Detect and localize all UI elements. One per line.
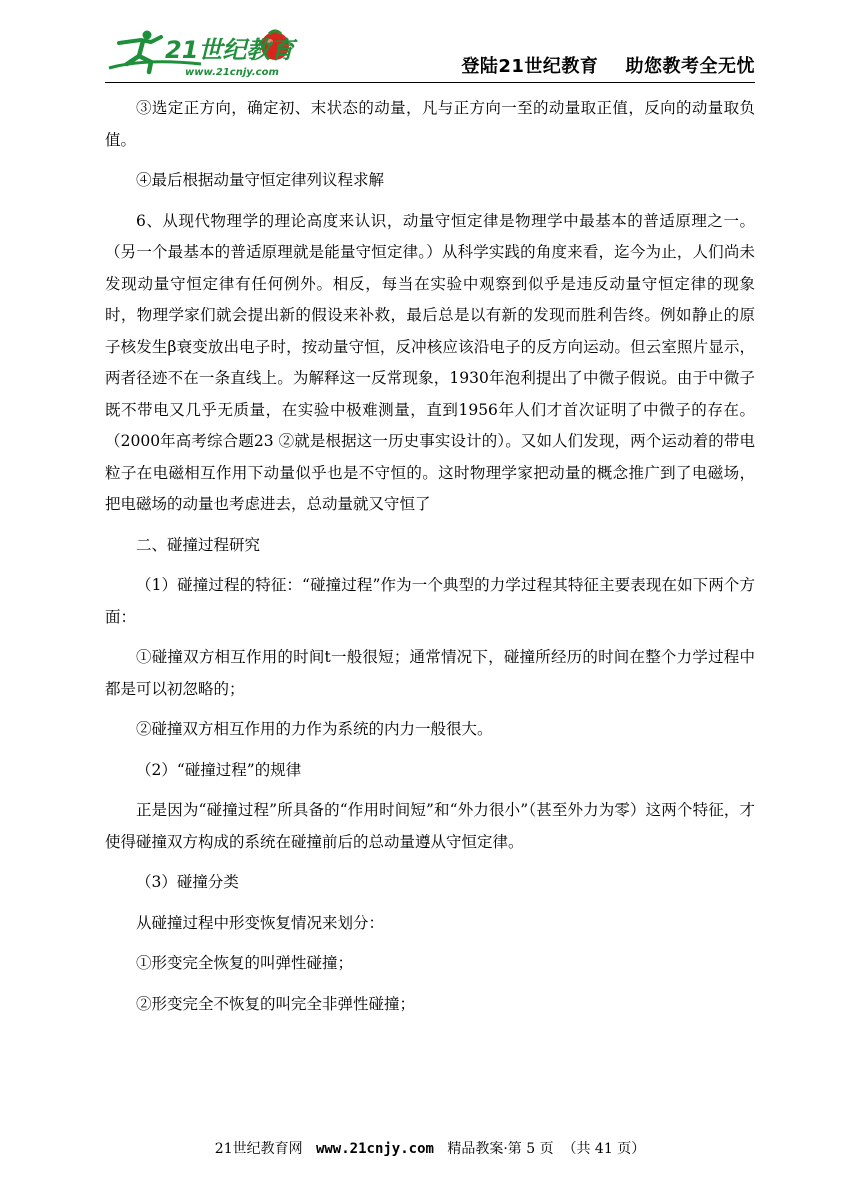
footer-page-info: 精品教案·第 5 页 （共 41 页） (433, 1141, 646, 1157)
logo-text: 21世纪教育 (165, 36, 295, 64)
paragraph: ③选定正方向，确定初、末状态的动量，凡与正方向一至的动量取正值，反向的动量取负值。 (105, 99, 755, 149)
paragraph: ①形变完全恢复的叫弹性碰撞； (136, 954, 354, 972)
document-body (105, 93, 755, 1020)
paragraph: ④最后根据动量守恒定律列议程求解 (136, 171, 385, 189)
paragraph: ②碰撞双方相互作用的力作为系统的内力一般很大。 (136, 720, 493, 738)
paragraph: ②形变完全不恢复的叫完全非弹性碰撞； (136, 994, 416, 1013)
page-header (105, 28, 755, 82)
paragraph: 正是因为“碰撞过程”所具备的“作用时间短”和“外力很小”（甚至外力为零）这两个特征，才使得碰撞双方构成的系统在碰撞前后的总动量遵从守恒定律。 (105, 801, 755, 851)
footer-left: 21世纪教育网 (214, 1141, 316, 1157)
paragraph: 从碰撞过程中形变恢复情况来划分： (136, 913, 385, 932)
paragraph: 6、从现代物理学的理论高度来认识，动量守恒定律是物理学中最基本的普适原理之一。（另一个最基本的普适原理就是能量守恒定律。）从科学实践的角度来看，迄今为止，人们尚未发现动量守恒定律有任何例外。相反，每当在实验中观察到似乎是违反动量守恒定律的现象时，物理学家们就会提出新的假设来补救，最后总是以有新的发现而胜利告终。例如静止的原子核发生β衰变放出电子时，按动量守恒，反冲核应该沿电子的反方向运动。但云室照片显示，两者径迹不在一条直线上。为解释这一反常现象，1930年泡利提出了中微子假说。由于中微子既不带电又几乎无质量，在实验中极难测量，直到1956年人们才首次证明了中微子的存在。（2000年高考综合题23 ②就是根据这一历史事实设计的）。又如人们发现，两个运动着的带电粒子在电磁相互作用下动量似乎也是不守恒的。这时物理学家把动量的概念推广到了电磁场，把电磁场的动量也考虑进去，总动量就又守恒了 (105, 211, 755, 513)
page-footer (0, 1138, 860, 1158)
paragraph: ①碰撞双方相互作用的时间t一般很短；通常情况下，碰撞所经历的时间在整个力学过程中都是可以初忽略的； (105, 648, 755, 698)
subsection-heading: （3）碰撞分类 (136, 873, 239, 891)
logo-url: www.21cnjy.com (185, 67, 279, 78)
site-logo (105, 28, 305, 80)
header-slogan: 登陆21世纪教育 助您教考全无忧 (461, 56, 755, 77)
footer-site-link[interactable]: www.21cnjy.com (315, 1141, 434, 1157)
subsection-heading: （2）“碰撞过程”的规律 (136, 760, 302, 779)
section-heading: 二、碰撞过程研究 (136, 535, 261, 554)
header-divider (105, 82, 755, 83)
paragraph: （1）碰撞过程的特征：“碰撞过程”作为一个典型的力学过程其特征主要表现在如下两个方面： (105, 576, 755, 626)
